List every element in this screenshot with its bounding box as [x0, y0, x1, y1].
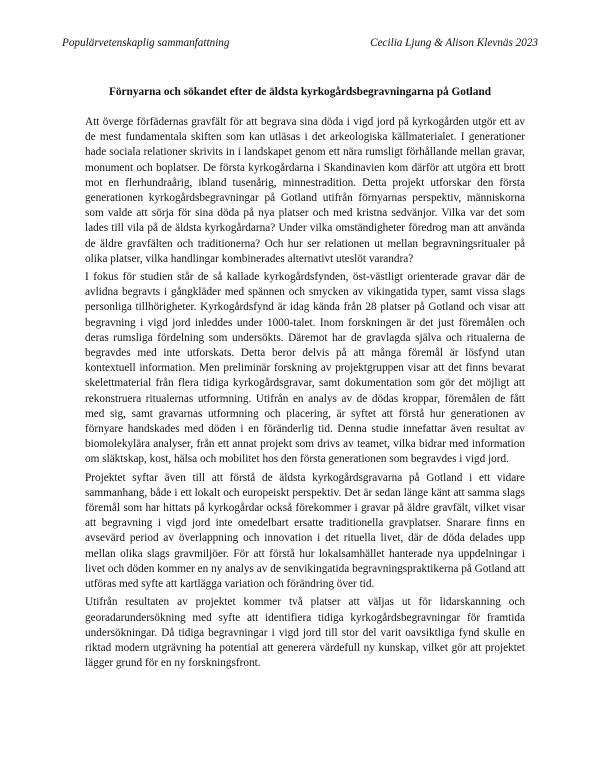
- paragraph-2: I fokus för studien står de så kallade kyrkogårdsfynden, öst-västligt orienterade gravar där de avlidna begravts i gångkläder med spännen och smycken av vikingatida typer, samt vissa slags personliga tillhörigheter. Kyrkogårdsfynd är idag kända från 28 platser på Gotland och visar att begravning i vigd jord inleddes under 1000-talet. Inom forskningen är det just föremålen och deras rumsliga fördelning som undersökts. Däremot har de gravlagda själva och ritualerna de begravdes med inte utforskats. Detta beror delvis på att många föremål är lösfynd utan kontextuell information. Men preliminär forskning av projektgruppen visar att det finns bevarat skelettmaterial från flera tidiga kyrkogårdsgravar, samt dokumentation som gör det möjligt att rekonstruera ritualernas utformning. Utifrån en analys av de dödas kroppar, föremålen de fått med sig, samt gravarnas utformning och placering, är syftet att förstå hur generationen av förnyare handskades med döden i en föränderlig tid. Denna studie innefattar även resultat av biomolekylära analyser, från ett annat projekt som drivs av teamet, vilka bidrar med information om släktskap, kost, hälsa och mobilitet hos den första generationen som begravdes i vigd jord.: [85, 271, 525, 466]
- page-header: [62, 37, 538, 51]
- document-body: [85, 115, 525, 674]
- paragraph-4: Utifrån resultaten av projektet kommer två platser att väljas ut för lidarskanning och georadarundersökning med syfte att identifiera tidiga kyrkogårdsbegravningar för framtida undersökningar. Då tidiga begravningar i vigd jord till stor del varit oavsiktliga fynd skulle en riktad modern utgrävning ha potential att generera värdefull ny kunskap, vilket gör att projektet lägger grund för en ny forskningsfront.: [85, 596, 525, 670]
- paragraph-3: Projektet syftar även till att förstå de äldsta kyrkogårdsgravarna på Gotland i ett vidare sammanhang, både i ett lokalt och europeiskt perspektiv. Det är sedan länge känt att samma slags föremål som har hittats på kyrkogårdar också förekommer i gravar på äldre gravfält, vilket visar att begravning i vigd jord inte omedelbart ersatte traditionella gravplatser. Snarare finns en avsevärd period av överlappning och innovation i det rituella livet, där de döda delades upp mellan olika slags gravmiljöer. För att förstå hur lokalsamhället hanterade nya uppdelningar i livet och döden kommer en ny analys av de senvikingatida begravningspraktikerna på Gotland att utföras med syfte att kartlägga variation och förändring över tid.: [85, 471, 525, 591]
- document-title: Förnyarna och sökandet efter de äldsta kyrkogårdsbegravningarna på Gotland: [108, 86, 492, 98]
- header-document-type: Populärvetenskaplig sammanfattning: [62, 37, 230, 49]
- header-authors: Cecilia Ljung & Alison Klevnäs 2023: [370, 37, 538, 49]
- paragraph-1: Att överge förfädernas gravfält för att begrava sina döda i vigd jord på kyrkogården utgör ett av de mest fundamentala skiften som kan utläsas i det arkeologiska källmaterialet. I generationer hade sociala relationer skrivits in i landskapet genom ett nära rumsligt förhållande mellan gravar, monument och boplatser. De första kyrkogårdarna i Skandinavien kom därför att utgöra ett brott mot en flerhundraårig, ibland tusenårig, minnestradition. Detta projekt utforskar den första generationen kyrkogårdsbegravningar på Gotland utifrån förnyarnas perspektiv, människorna som valde att sörja för sina döda på nya platser och med kristna sedvänjor. Vilka var det som lades till vila på de äldsta kyrkogårdarna? Under vilka omständigheter föredrog man att använda de äldre gravfälten och traditionerna? Och hur ser relationen ut mellan begravningsritualer på olika platser, vilka handlingar kombinerades alternativt uteslöt varandra?: [85, 116, 525, 265]
